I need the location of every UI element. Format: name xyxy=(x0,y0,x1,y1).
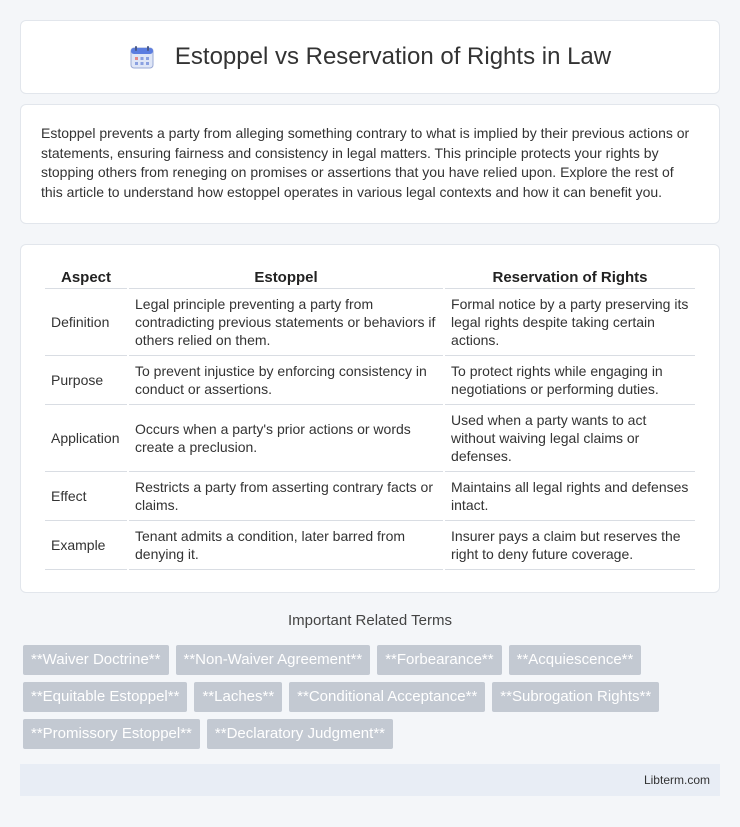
related-term-tag[interactable]: **Promissory Estoppel** xyxy=(23,719,200,749)
cell-aspect: Example xyxy=(45,521,127,570)
cell-reservation: Insurer pays a claim but reserves the right to deny future coverage. xyxy=(445,521,695,570)
cell-reservation: Formal notice by a party preserving its legal rights despite taking certain actions. xyxy=(445,289,695,356)
table-header-row xyxy=(45,265,695,289)
cell-aspect: Purpose xyxy=(45,356,127,405)
intro-section xyxy=(20,104,720,224)
related-term-tag[interactable]: **Waiver Doctrine** xyxy=(23,645,169,675)
cell-reservation: Used when a party wants to act without waiving legal claims or defenses. xyxy=(445,405,695,472)
cell-estoppel: Tenant admits a condition, later barred from denying it. xyxy=(129,521,443,570)
related-term-tag[interactable]: **Subrogation Rights** xyxy=(492,682,659,712)
related-term-tag[interactable]: **Conditional Acceptance** xyxy=(289,682,485,712)
cell-aspect: Effect xyxy=(45,472,127,521)
cell-estoppel: Legal principle preventing a party from contradicting previous statements or behaviors if others relied on them. xyxy=(129,289,443,356)
related-term-tag[interactable]: **Equitable Estoppel** xyxy=(23,682,187,712)
cell-estoppel: Restricts a party from asserting contrary facts or claims. xyxy=(129,472,443,521)
cell-estoppel: To prevent injustice by enforcing consistency in conduct or assertions. xyxy=(129,356,443,405)
comparison-table xyxy=(43,265,697,570)
page-header xyxy=(20,20,720,94)
table-row xyxy=(45,289,695,356)
intro-text: Estoppel prevents a party from alleging something contrary to what is implied by their previous actions or statements, ensuring fairness and consistency in legal matters. This principle protects your rights by stopping others from reneging on promises or assertions that you have relied upon. Explore the rest of this article to understand how estoppel operates in various legal contexts and how it can benefit you. xyxy=(41,125,690,200)
related-terms-title: Important Related Terms xyxy=(288,612,452,629)
table-row xyxy=(45,356,695,405)
related-terms-list xyxy=(23,645,723,749)
cell-estoppel: Occurs when a party's prior actions or words create a preclusion. xyxy=(129,405,443,472)
related-term-tag[interactable]: **Acquiescence** xyxy=(509,645,642,675)
page-title: Estoppel vs Reservation of Rights in Law xyxy=(174,43,612,70)
cell-reservation: Maintains all legal rights and defenses intact. xyxy=(445,472,695,521)
calendar-icon xyxy=(129,44,155,70)
footer xyxy=(20,764,720,796)
related-term-tag[interactable]: **Forbearance** xyxy=(377,645,501,675)
related-term-tag[interactable]: **Non-Waiver Agreement** xyxy=(176,645,371,675)
related-term-tag[interactable]: **Declaratory Judgment** xyxy=(207,719,393,749)
cell-aspect: Definition xyxy=(45,289,127,356)
column-header-reservation: Reservation of Rights xyxy=(445,265,695,289)
table-row xyxy=(45,472,695,521)
column-header-estoppel: Estoppel xyxy=(129,265,443,289)
table-row xyxy=(45,405,695,472)
table-row xyxy=(45,521,695,570)
footer-site-link[interactable]: Libterm.com xyxy=(643,773,710,787)
cell-aspect: Application xyxy=(45,405,127,472)
column-header-aspect: Aspect xyxy=(45,265,127,289)
cell-reservation: To protect rights while engaging in negotiations or performing duties. xyxy=(445,356,695,405)
related-term-tag[interactable]: **Laches** xyxy=(194,682,282,712)
comparison-table-card xyxy=(20,244,720,593)
